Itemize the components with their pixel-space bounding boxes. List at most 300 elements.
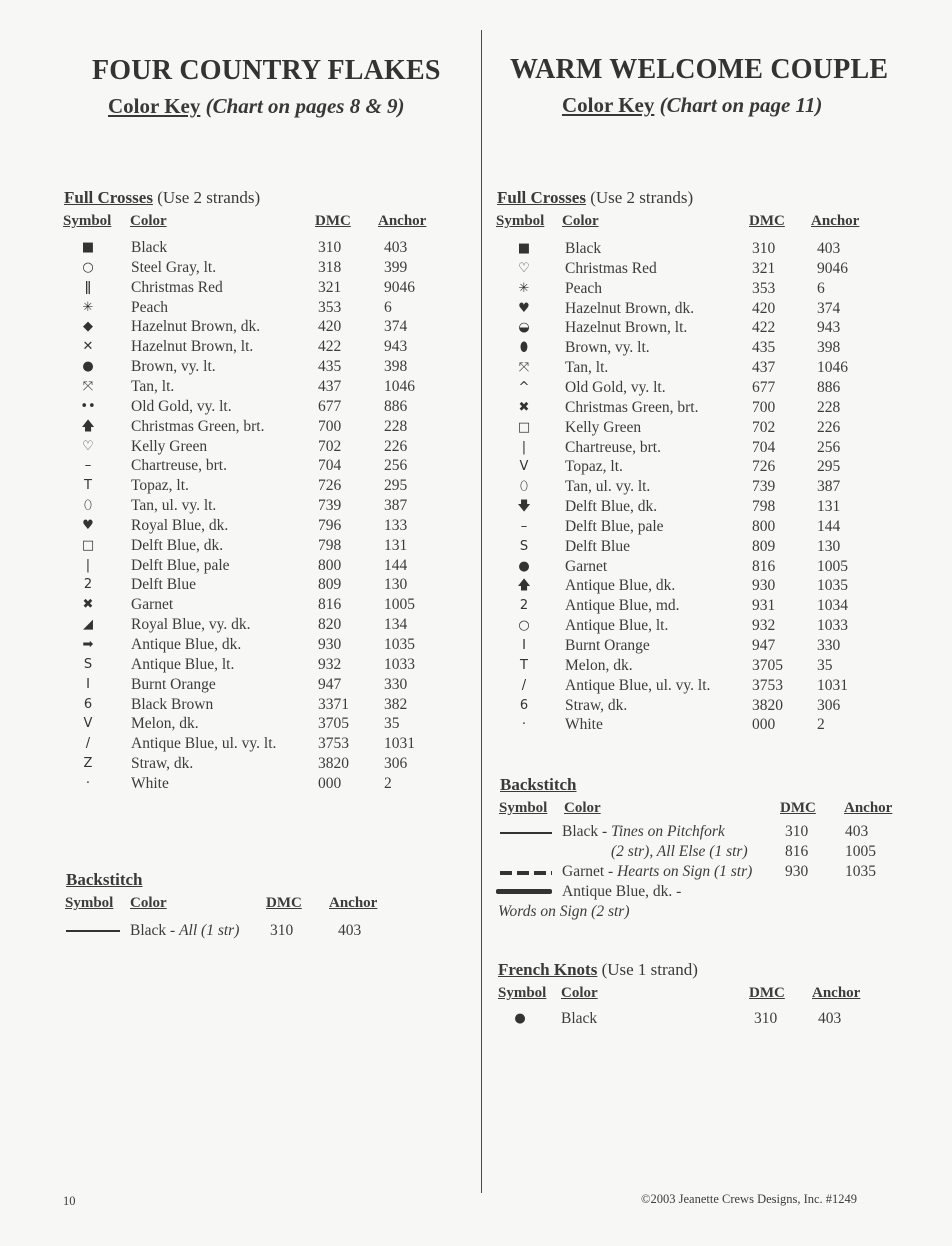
arrow-cross-icon: ⤧ [82, 378, 94, 394]
dmc-number: 3753 [318, 735, 349, 753]
double-dot-icon: •• [80, 398, 96, 414]
vertical-bar-icon: | [85, 557, 91, 573]
filled-square-icon: ■ [81, 240, 95, 255]
anchor-number: 374 [384, 318, 408, 336]
anchor-number: 1035 [384, 636, 415, 653]
dmc-number: 800 [752, 517, 776, 535]
dmc-number: 932 [318, 655, 342, 673]
color-name: Melon, dk. [565, 656, 633, 674]
dmc-number: 677 [752, 378, 776, 396]
dmc-number: 798 [752, 498, 776, 516]
dmc-number: 931 [752, 597, 776, 615]
anchor-number: 330 [384, 675, 408, 693]
down-arrow-icon: 🡇 [517, 499, 531, 515]
full-crosses-heading: Full Crosses (Use 2 strands) [64, 188, 261, 207]
dmc-number: 796 [318, 516, 342, 534]
color-name: Antique Blue, ul. vy. lt. [565, 676, 711, 694]
table-row [482, 418, 952, 438]
color-key-label: Color Key [108, 94, 201, 118]
table-row [482, 239, 952, 259]
color-name: Garnet [131, 596, 174, 614]
color-name: Delft Blue, dk. [565, 498, 658, 516]
color-name: White [565, 716, 603, 734]
anchor-number: 1031 [384, 735, 415, 753]
dmc-number: 420 [318, 318, 342, 336]
color-name: Delft Blue, dk. [131, 536, 224, 554]
anchor-number: 295 [384, 477, 408, 495]
backstitch-heading: Backstitch [66, 870, 143, 889]
french-knots-heading: French Knots (Use 1 strand) [498, 960, 698, 979]
vertical-bar-icon: | [521, 439, 527, 455]
dmc-number: 677 [318, 397, 342, 415]
filled-triangle-icon: ◢ [83, 617, 93, 633]
dmc-number: 3371 [318, 695, 349, 713]
table-row [482, 338, 952, 358]
table-row [0, 695, 481, 715]
table-row [0, 754, 481, 774]
dmc-number: 800 [318, 556, 342, 574]
open-square-icon: □ [517, 419, 531, 435]
table-row [0, 298, 481, 318]
dmc-number: 3753 [752, 676, 783, 694]
table-row [0, 496, 481, 516]
six-filled-icon: 6 [519, 697, 529, 713]
dmc-number: 816 [752, 557, 776, 575]
table-row [482, 656, 952, 676]
french-knot-row: ● Black 310 403 [482, 1009, 952, 1029]
backstitch-color-header: Color [130, 895, 167, 911]
filled-pill-icon: ⬮ [519, 340, 529, 356]
six-filled-icon: 6 [83, 696, 93, 712]
anchor-number: 131 [817, 498, 841, 516]
table-row [482, 477, 952, 497]
table-row [0, 615, 481, 635]
table-row [482, 299, 952, 319]
table-row [482, 715, 952, 735]
anchor-column-header: Anchor [811, 213, 860, 229]
table-row [482, 457, 952, 477]
table-row [0, 635, 481, 655]
filled-circle-icon: ● [518, 558, 530, 574]
small-dot-icon: · [85, 775, 91, 791]
s-letter-icon: S [519, 538, 529, 554]
z-letter-icon: Z [83, 756, 93, 772]
slash-icon: / [85, 736, 91, 752]
table-row [482, 259, 952, 279]
table-row [482, 537, 952, 557]
chart-pages-note: (Chart on pages 8 & 9) [205, 94, 405, 118]
dmc-number: 353 [318, 298, 342, 316]
french-knots-color-header: Color [561, 985, 598, 1001]
x-cross-icon: ✕ [82, 339, 94, 355]
table-row [482, 616, 952, 636]
anchor-number: 256 [384, 457, 408, 475]
color-name: Hazelnut Brown, lt. [565, 319, 688, 337]
dmc-number: 947 [752, 637, 776, 654]
anchor-number: 144 [817, 517, 841, 535]
dmc-number: 437 [318, 377, 342, 395]
anchor-number: 6 [817, 279, 825, 297]
dmc-number: 422 [752, 319, 776, 337]
table-row [0, 536, 481, 556]
open-pill-icon: ⬯ [83, 498, 93, 514]
french-knots-symbol-header: Symbol [498, 985, 547, 1001]
table-row [0, 774, 481, 794]
half-filled-circle-icon: ◒ [518, 320, 530, 336]
table-row [0, 714, 481, 734]
dmc-number: 739 [318, 497, 342, 515]
anchor-number: 2 [817, 716, 825, 734]
symbol-column-header: Symbol [63, 213, 112, 229]
anchor-number: 134 [384, 616, 408, 634]
dmc-number: 809 [752, 537, 776, 555]
color-key-subtitle [108, 94, 405, 119]
table-row [482, 696, 952, 716]
backstitch-symbol-header: Symbol [499, 800, 548, 816]
dmc-number: 3705 [752, 656, 783, 674]
table-row [482, 636, 952, 656]
color-name: Black Brown [131, 695, 214, 713]
caret-icon: ^ [518, 379, 530, 395]
up-arrow-icon: 🡅 [81, 418, 95, 434]
color-name: Delft Blue [131, 576, 196, 594]
backstitch-row: Black - Tines on Pitchfork 310 403 [562, 823, 869, 840]
color-key-subtitle [562, 93, 822, 118]
v-letter-icon: V [83, 716, 93, 732]
backstitch-symbol-header: Symbol [65, 895, 114, 911]
backstitch-dmc-header: DMC [780, 800, 816, 816]
color-name: Royal Blue, dk. [131, 516, 229, 534]
french-knots-dmc-header: DMC [749, 985, 785, 1001]
anchor-number: 130 [817, 537, 841, 555]
table-row [0, 238, 481, 258]
table-row [482, 576, 952, 596]
color-name: Hazelnut Brown, dk. [565, 299, 695, 317]
dmc-column-header: DMC [315, 213, 351, 229]
dmc-number: 3820 [318, 755, 349, 773]
table-row [0, 476, 481, 496]
color-name: Melon, dk. [131, 715, 199, 733]
anchor-number: 228 [384, 417, 408, 435]
color-name: Antique Blue, dk. [565, 577, 676, 595]
table-row [0, 278, 481, 298]
table-row [482, 279, 952, 299]
asterisk-icon: ✳ [518, 280, 530, 296]
dmc-number: 932 [752, 617, 776, 635]
table-row [0, 516, 481, 536]
color-name: Topaz, lt. [565, 458, 623, 476]
color-column-header: Color [130, 213, 167, 229]
anchor-number: 130 [384, 576, 408, 594]
dmc-number: 321 [318, 278, 342, 296]
dmc-number: 321 [752, 259, 776, 277]
backstitch-anchor-header: Anchor [844, 800, 893, 816]
color-name: Christmas Red [565, 259, 657, 277]
dmc-number: 435 [752, 339, 776, 357]
backstitch-dmc-header: DMC [266, 895, 302, 911]
anchor-number: 886 [817, 378, 841, 396]
dmc-number: 310 [318, 239, 342, 256]
t-letter-icon: T [520, 657, 528, 673]
anchor-column-header: Anchor [378, 213, 427, 229]
filled-diamond-icon: ◆ [83, 319, 93, 335]
anchor-number: 306 [817, 696, 841, 714]
anchor-number: 398 [817, 339, 841, 357]
i-beam-icon: I [522, 638, 526, 653]
color-key-label: Color Key [562, 93, 655, 117]
double-bar-icon: ǁ [84, 279, 92, 295]
dmc-number: 702 [318, 437, 342, 455]
table-row [482, 497, 952, 517]
page-title: WARM WELCOME COUPLE [510, 54, 889, 85]
table-row [0, 595, 481, 615]
color-name: Brown, vy. lt. [131, 358, 216, 376]
full-crosses-heading: Full Crosses (Use 2 strands) [497, 188, 694, 207]
color-name: Tan, ul. vy. lt. [565, 478, 651, 496]
open-circle-icon: ○ [82, 259, 94, 275]
table-row [0, 655, 481, 675]
anchor-number: 382 [384, 695, 408, 713]
dmc-number: 704 [318, 457, 342, 475]
open-square-icon: □ [81, 537, 95, 553]
dmc-number: 000 [318, 774, 342, 792]
dmc-number: 739 [752, 478, 776, 496]
dmc-number: 816 [318, 596, 342, 614]
dmc-number: 435 [318, 358, 342, 376]
backstitch-anchor-header: Anchor [329, 895, 378, 911]
filled-circle-icon: ● [82, 359, 94, 375]
table-row [0, 675, 481, 695]
backstitch-row: Black - All (1 str) 310 403 [130, 922, 362, 939]
color-name: Tan, ul. vy. lt. [131, 497, 217, 515]
anchor-number: 133 [384, 516, 408, 534]
color-name: Burnt Orange [565, 637, 650, 654]
dmc-number: 930 [318, 636, 342, 653]
two-numeral-icon: 2 [519, 598, 529, 614]
anchor-number: 6 [384, 298, 392, 316]
dmc-number: 930 [752, 577, 776, 595]
color-name: Antique Blue, dk. [131, 636, 242, 653]
backstitch-row: Words on Sign (2 str) [498, 903, 630, 920]
table-row [0, 437, 481, 457]
anchor-number: 228 [817, 398, 841, 416]
anchor-number: 403 [384, 239, 408, 256]
table-row [482, 557, 952, 577]
table-row [482, 517, 952, 537]
slash-icon: / [521, 677, 527, 693]
color-name: Old Gold, vy. lt. [131, 397, 232, 415]
color-name: Tan, lt. [565, 359, 609, 377]
color-name: Antique Blue, lt. [565, 617, 669, 635]
symbol-column-header: Symbol [496, 213, 545, 229]
anchor-number: 295 [817, 458, 841, 476]
open-heart-icon: ♡ [82, 438, 94, 454]
backstitch-row: Garnet - Hearts on Sign (1 str) 930 1035 [562, 863, 876, 880]
backstitch-row: (2 str), All Else (1 str) 816 1005 [611, 843, 876, 860]
color-name: Tan, lt. [131, 377, 175, 395]
table-row [482, 318, 952, 338]
anchor-number: 256 [817, 438, 841, 456]
open-pill-icon: ⬯ [519, 479, 529, 495]
open-circle-icon: ○ [518, 618, 530, 634]
color-name: Kelly Green [131, 437, 208, 455]
open-heart-icon: ♡ [518, 260, 530, 276]
anchor-number: 403 [817, 240, 841, 257]
anchor-number: 387 [817, 478, 841, 496]
dmc-number: 420 [752, 299, 776, 317]
anchor-number: 1046 [384, 377, 415, 395]
right-arrow-icon: ➡ [82, 637, 94, 652]
color-name: Chartreuse, brt. [565, 438, 661, 456]
anchor-number: 943 [384, 338, 408, 356]
anchor-number: 399 [384, 258, 408, 276]
dmc-number: 809 [318, 576, 342, 594]
color-name: Burnt Orange [131, 675, 216, 693]
bold-x-icon: ✖ [518, 399, 530, 415]
dmc-column-header: DMC [749, 213, 785, 229]
anchor-number: 144 [384, 556, 408, 574]
table-row [0, 377, 481, 397]
filled-circle-icon: ● [514, 1011, 526, 1026]
dmc-number: 318 [318, 258, 342, 276]
color-name: Topaz, lt. [131, 477, 189, 495]
v-letter-icon: V [519, 459, 529, 475]
small-dot-icon: · [521, 717, 527, 733]
chart-pages-note: (Chart on page 11) [659, 93, 823, 117]
i-beam-icon: I [86, 676, 90, 692]
table-row [482, 358, 952, 378]
dash-icon: – [84, 458, 92, 474]
color-name: Straw, dk. [131, 755, 194, 773]
color-name: Antique Blue, lt. [131, 655, 235, 673]
table-row [482, 676, 952, 696]
bold-x-icon: ✖ [82, 597, 94, 613]
dmc-number: 422 [318, 338, 342, 356]
color-name: Delft Blue, pale [565, 517, 664, 535]
s-letter-icon: S [83, 656, 93, 672]
filled-square-icon: ■ [517, 241, 531, 256]
dmc-number: 310 [752, 240, 776, 257]
t-letter-icon: T [84, 478, 92, 494]
dmc-number: 726 [752, 458, 776, 476]
dmc-number: 3820 [752, 696, 783, 714]
anchor-number: 2 [384, 774, 392, 792]
color-name: Delft Blue [565, 537, 630, 555]
filled-heart-icon: ♥ [518, 300, 530, 316]
arrow-cross-icon: ⤧ [518, 360, 530, 376]
table-row [482, 438, 952, 458]
two-numeral-icon: 2 [83, 577, 93, 593]
dmc-number: 726 [318, 477, 342, 495]
anchor-number: 374 [817, 299, 841, 317]
dmc-number: 820 [318, 616, 342, 634]
french-knots-anchor-header: Anchor [812, 985, 861, 1001]
table-row [482, 398, 952, 418]
asterisk-icon: ✳ [82, 299, 94, 315]
dmc-number: 947 [318, 675, 342, 693]
copyright-notice: ©2003 Jeanette Crews Designs, Inc. #1249 [641, 1192, 858, 1206]
anchor-number: 226 [817, 418, 841, 436]
color-name: Hazelnut Brown, dk. [131, 318, 261, 336]
table-row [0, 556, 481, 576]
backstitch-color-header: Color [564, 800, 601, 816]
dmc-number: 798 [318, 536, 342, 554]
table-row [0, 397, 481, 417]
dmc-number: 000 [752, 716, 776, 734]
dmc-number: 353 [752, 279, 776, 297]
backstitch-heading: Backstitch [500, 775, 577, 794]
filled-heart-icon: ♥ [82, 517, 94, 533]
color-name: Christmas Green, brt. [131, 417, 265, 435]
color-name: Garnet [565, 557, 608, 575]
anchor-number: 1005 [384, 596, 415, 614]
anchor-number: 226 [384, 437, 408, 455]
dmc-number: 3705 [318, 715, 349, 733]
color-name: Antique Blue, md. [565, 597, 680, 615]
color-name: Peach [565, 279, 603, 297]
table-row [482, 378, 952, 398]
anchor-number: 35 [384, 715, 400, 733]
anchor-number: 398 [384, 358, 408, 376]
color-name: Delft Blue, pale [131, 556, 230, 574]
color-column-header: Color [562, 213, 599, 229]
anchor-number: 9046 [384, 278, 415, 296]
dmc-number: 700 [752, 398, 776, 416]
anchor-number: 943 [817, 319, 841, 337]
color-name: Kelly Green [565, 418, 642, 436]
table-row [0, 417, 481, 437]
anchor-number: 1046 [817, 359, 848, 377]
color-name: Black [565, 240, 602, 257]
color-name: Antique Blue, ul. vy. lt. [131, 735, 277, 753]
page-title: FOUR COUNTRY FLAKES [92, 55, 441, 86]
anchor-number: 886 [384, 397, 408, 415]
color-name: Peach [131, 298, 169, 316]
anchor-number: 387 [384, 497, 408, 515]
dmc-number: 437 [752, 359, 776, 377]
anchor-number: 131 [384, 536, 408, 554]
dmc-number: 700 [318, 417, 342, 435]
dmc-number: 704 [752, 438, 776, 456]
table-row [0, 734, 481, 754]
backstitch-row: Antique Blue, dk. - [562, 883, 682, 900]
color-name: Black [131, 239, 168, 256]
color-name: Old Gold, vy. lt. [565, 378, 666, 396]
anchor-number: 9046 [817, 259, 848, 277]
table-row [0, 258, 481, 278]
dmc-number: 702 [752, 418, 776, 436]
anchor-number: 35 [817, 656, 833, 674]
anchor-number: 1034 [817, 597, 848, 615]
color-name: Steel Gray, lt. [131, 258, 217, 276]
up-arrow-icon: 🡅 [517, 578, 531, 594]
color-name: Straw, dk. [565, 696, 628, 714]
color-name: Christmas Red [131, 278, 223, 296]
dash-icon: – [520, 518, 528, 534]
table-row [0, 575, 481, 595]
anchor-number: 1033 [384, 655, 415, 673]
table-row [482, 596, 952, 616]
color-name: Chartreuse, brt. [131, 457, 227, 475]
color-name: Christmas Green, brt. [565, 398, 699, 416]
anchor-number: 1035 [817, 577, 848, 595]
anchor-number: 1005 [817, 557, 848, 575]
table-row [0, 357, 481, 377]
table-row [0, 317, 481, 337]
color-name: Brown, vy. lt. [565, 339, 650, 357]
color-name: Hazelnut Brown, lt. [131, 338, 254, 356]
color-name: White [131, 774, 169, 792]
